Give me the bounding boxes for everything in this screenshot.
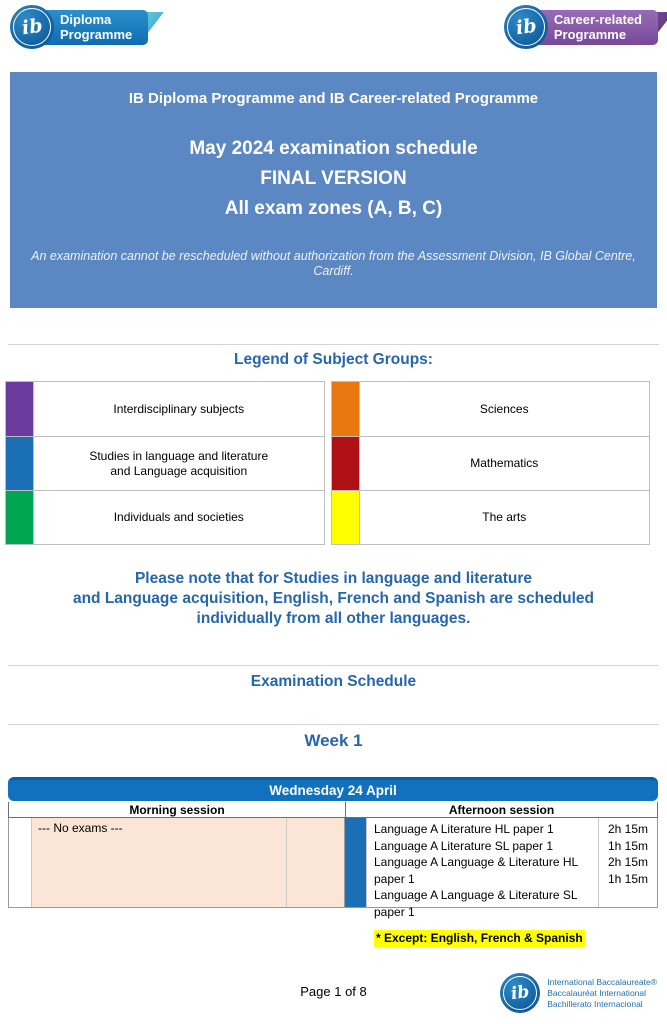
programmes-subtitle: IB Diploma Programme and IB Career-related Programme [128,90,539,107]
examination-schedule-heading: Examination Schedule [250,673,417,690]
legend-item-individuals-societies [6,490,324,544]
session-body-row [8,818,658,945]
session-header-row [8,802,658,818]
morning-group-color-strip [9,818,31,907]
career-ribbon [534,10,658,45]
career-label-line1: Career-related [553,12,642,27]
legend-table [5,381,650,545]
exam-duration: 2h 15m [607,822,649,836]
ib-logo-icon [10,5,54,49]
diploma-programme-logo [10,5,148,49]
legend-item-mathematics [332,436,650,490]
afternoon-exams-cell [366,818,598,945]
divider-line [8,665,659,666]
legend-label: Sciences [479,401,529,416]
ib-monogram: ib [509,981,531,1005]
language-scheduling-note: Please note that for Studies in language and literature and Language acquisition, English, French and Spanish are scheduled individually from all other languages. [72,570,595,627]
morning-duration-cell [286,818,344,907]
exception-note: * Except: English, French & Spanish [376,931,583,945]
legend-label: Interdisciplinary subjects [113,401,245,416]
legend-label: Individuals and societies [113,510,244,524]
diploma-label-line2: Programme [60,27,133,42]
legend-item-sciences [332,382,650,436]
main-title [10,134,657,224]
legend-item-the-arts [332,490,650,544]
morning-session-header: Morning session [9,802,346,817]
legend-right-column [331,381,651,545]
main-title-line3: All exam zones (A, B, C) [224,198,443,219]
exam-duration: 1h 15m [607,838,649,853]
exam-name: Language A Language & Literature SL paper 1 [374,888,578,919]
legend-label: Studies in language and literature [89,448,269,463]
exam-day-table [8,777,658,945]
legend-item-languages [6,436,324,490]
ib-logo-icon [504,5,548,49]
reschedule-note: An examination cannot be rescheduled without authorization from the Assessment Division, IB Global Centre, Cardiff. [31,249,636,278]
color-swatch [332,437,359,490]
exam-name: Language A Literature HL paper 1 [374,822,554,836]
page-number: Page 1 of 8 [300,984,367,999]
exam-duration: 2h 15m [607,855,649,869]
diploma-label-line1: Diploma [60,12,112,27]
career-label-line2: Programme [553,27,627,42]
main-title-line1: May 2024 examination schedule [189,138,478,159]
divider-line [8,724,659,725]
exam-duration: 1h 15m [607,871,649,886]
legend-label: Mathematics [470,456,539,470]
color-swatch [6,437,33,490]
legend-heading: Legend of Subject Groups: [234,351,433,368]
ib-monogram: ib [20,14,44,40]
main-title-line2: FINAL VERSION [260,168,407,189]
divider-line [8,344,659,345]
afternoon-group-color-strip [344,818,366,907]
no-exams-text: --- No exams --- [38,821,123,835]
week-heading: Week 1 [304,731,363,750]
morning-exams-cell [31,818,286,907]
color-swatch [332,491,359,544]
afternoon-duration-cell [598,818,657,907]
exam-name: Language A Literature SL paper 1 [374,838,554,853]
title-block [10,72,657,308]
diploma-ribbon [40,10,148,45]
color-swatch [332,382,359,436]
legend-left-column [5,381,325,545]
ib-footer-logo [500,973,657,1013]
legend-item-interdisciplinary [6,382,324,436]
career-related-programme-logo [504,5,658,49]
ib-wordmark: International Baccalaureate® Baccalauréat International Bachillerato Internacional [547,976,657,1009]
color-swatch [6,491,33,544]
exam-name: Language A Language & Literature HL paper 1 [374,855,578,886]
legend-label-line2: and Language acquisition [110,463,248,478]
color-swatch [6,382,33,436]
day-header: Wednesday 24 April [8,777,658,801]
ib-monogram: ib [514,14,538,40]
afternoon-session-header: Afternoon session [448,802,555,817]
ib-logo-icon [500,973,540,1013]
legend-label: The arts [482,510,527,524]
